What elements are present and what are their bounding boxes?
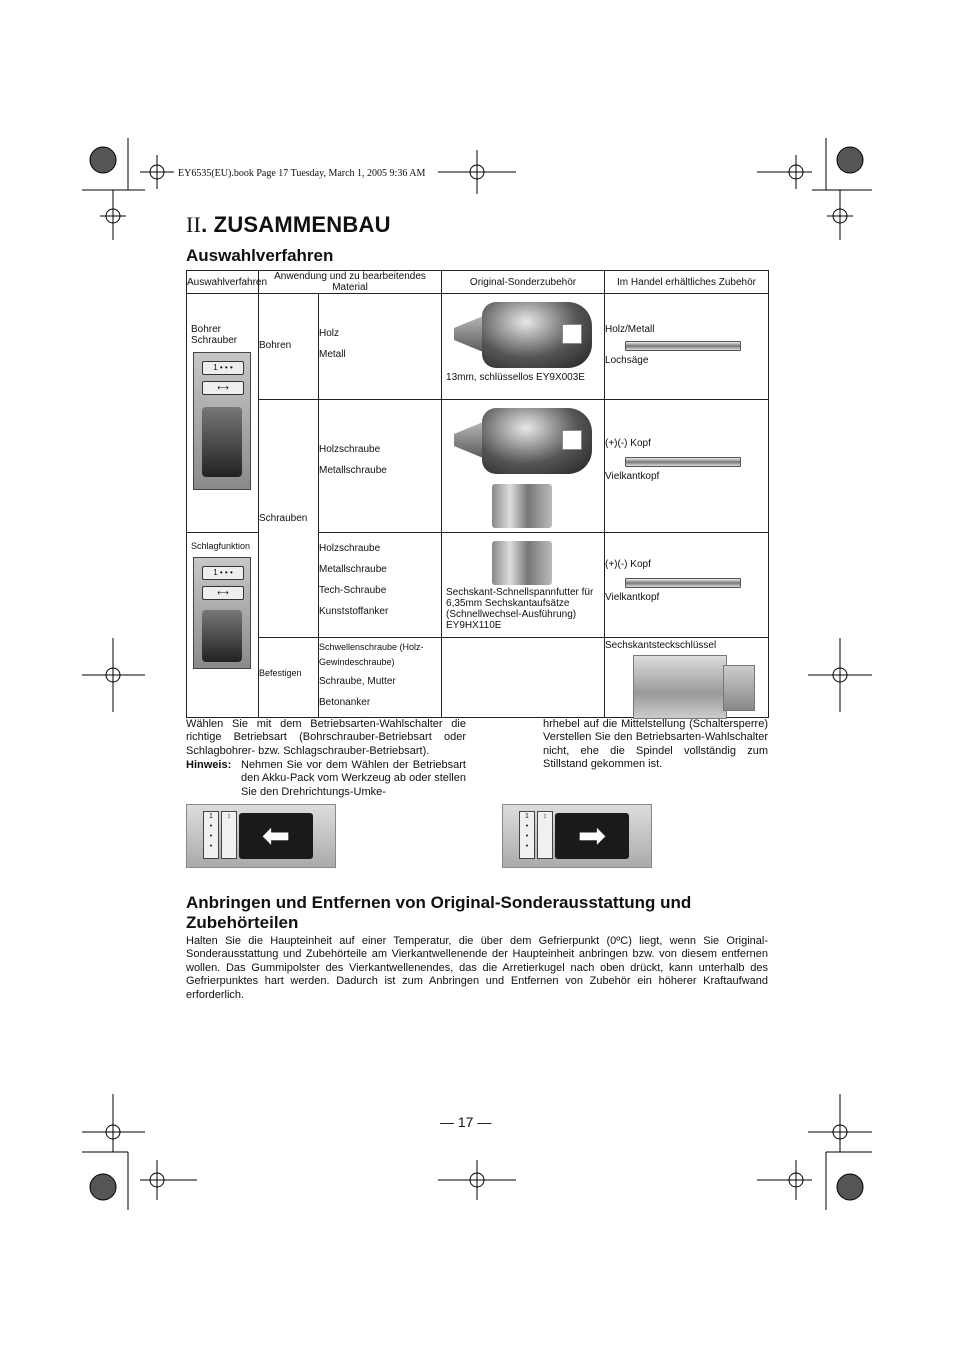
commercial-item: Vielkantkopf: [605, 471, 660, 482]
screwdriver-bit-image: [605, 570, 768, 592]
application-cell: Befestigen: [259, 638, 319, 718]
material-item: Holzschraube: [319, 444, 381, 455]
drill-mode-icon: 1 • • •: [202, 566, 244, 580]
screw-mode-icon: ⟷: [202, 586, 244, 600]
selection-table: [186, 270, 769, 718]
instruction-text: Wählen Sie mit dem Betriebsarten-Wahlschalter die richtige Betriebsart (Bohrschrauber-Betriebsart oder Schlagbohrer- bzw. Schlagschrauber-Betriebsart).: [186, 718, 466, 757]
commercial-cell: [605, 400, 769, 533]
hex-chuck-image: [442, 533, 604, 585]
commercial-item: Sechskantsteckschlüssel: [605, 640, 717, 651]
section2-title: Anbringen und Entfernen von Original-Sonderausstattung und Zubehörteilen: [186, 893, 692, 932]
accessory-cell: [442, 294, 605, 400]
screw-mode-icon: ↕: [537, 811, 553, 859]
commercial-cell: [605, 294, 769, 400]
mode-label: Bohrer Schrauber: [191, 324, 238, 346]
screw-mode-icon: ↕: [221, 811, 237, 859]
accessory-label: Sechskant-Schnellspannfutter für 6,35mm Sechskantaufsätze (Schnellwechsel-Ausführung) EY9HX110E: [446, 587, 594, 631]
mode-cell-impact: [187, 533, 259, 718]
keyless-chuck-image: [442, 294, 604, 370]
page-number: — 17 —: [440, 1114, 492, 1130]
material-item: Metallschraube: [319, 564, 387, 575]
commercial-item: (+)(-) Kopf: [605, 438, 651, 449]
material-item: Schraube, Mutter: [319, 676, 396, 687]
accessory-cell: [442, 400, 605, 533]
commercial-item: Lochsäge: [605, 355, 649, 366]
material-item: Holzschraube: [319, 543, 381, 554]
arrow-right-icon: ➡: [555, 813, 629, 859]
mode-selector-image: [193, 557, 251, 669]
screw-mode-icon: ⟷: [202, 381, 244, 395]
table-header: Anwendung und zu bearbeitendes Material: [259, 271, 442, 294]
drill-mode-icon: 1 • • •: [203, 811, 219, 859]
note-continuation: hrhebel auf die Mittelstellung (Schaltersperre) Verstellen Sie den Betriebsarten-Wahlschalter nicht, ehe die Spindel vollständig zum Stillstand gekommen ist.: [543, 718, 768, 771]
material-item: Schwellenschraube (Holz-Gewindeschraube): [319, 642, 424, 667]
title-text: . ZUSAMMENBAU: [201, 212, 391, 237]
table-header: Auswahlverfahren: [187, 271, 259, 294]
section-title: Auswahlverfahren: [186, 246, 334, 265]
commercial-item: Holz/Metall: [605, 324, 655, 335]
note-label: Hinweis:: [186, 759, 232, 771]
accessory-cell: [442, 533, 605, 638]
note-text: Nehmen Sie vor dem Wählen der Betriebsart den Akku-Pack vom Werkzeug ab oder stellen Sie den Drehrichtungs-Umke-: [241, 759, 466, 798]
application-cell: Bohren: [259, 294, 319, 400]
accessory-cell-empty: [442, 638, 605, 718]
mode-label: Schlagfunktion: [191, 541, 251, 551]
chuck-and-adapter-image: [442, 400, 604, 530]
commercial-cell: [605, 638, 769, 718]
selector-knob: [202, 407, 242, 477]
accessory-label: 13mm, schlüssellos EY9X003E: [446, 372, 585, 383]
mode-switch-left-image: [186, 804, 336, 868]
material-cell: [319, 533, 442, 638]
commercial-item: (+)(-) Kopf: [605, 559, 651, 570]
section2-text: Halten Sie die Haupteinheit auf einer Temperatur, die über dem Gefrierpunkt (0ºC) liegt, wenn Sie Original-Sonderausstattung und Zubehörteile am Vierkantwellenende der Haupteinheit anbringen bzw. von diesem entfernen wollen. Das Gummipolster des Vierkantwellenendes, das die Arretierkugel nach oben drückt, kann unterhalb des Gefrierpunktes hart werden. Dadurch ist zum Anbringen und Entfernen von Zubehör ein höherer Kraftaufwand erforderlich.: [186, 935, 768, 1001]
page-title: [186, 212, 391, 238]
material-cell: [319, 294, 442, 400]
commercial-cell: [605, 533, 769, 638]
material-item: Metallschraube: [319, 465, 387, 476]
material-item: Kunststoffanker: [319, 606, 389, 617]
commercial-item: Vielkantkopf: [605, 592, 660, 603]
table-header: Original-Sonderzubehör: [442, 271, 605, 294]
mode-cell-drill: [187, 294, 259, 533]
material-item: Tech-Schraube: [319, 585, 387, 596]
selector-knob: [202, 610, 242, 662]
mode-selector-image: [193, 352, 251, 490]
socket-wrench-image: [605, 651, 768, 717]
application-cell: Schrauben: [259, 400, 319, 638]
drill-mode-icon: 1 • • •: [202, 361, 244, 375]
title-roman: II: [186, 212, 202, 237]
screwdriver-bit-image: [605, 449, 768, 471]
material-item: Holz: [319, 328, 340, 339]
material-item: Betonanker: [319, 697, 371, 708]
arrow-left-icon: ⬅: [239, 813, 313, 859]
material-cell: [319, 400, 442, 533]
print-header: EY6535(EU).book Page 17 Tuesday, March 1, 2005 9:36 AM: [178, 168, 426, 179]
table-header: Im Handel erhältliches Zubehör: [605, 271, 769, 294]
material-item: Metall: [319, 349, 346, 360]
material-cell: [319, 638, 442, 718]
mode-switch-right-image: [502, 804, 652, 868]
drill-bit-image: [605, 335, 768, 355]
drill-mode-icon: 1 • • •: [519, 811, 535, 859]
